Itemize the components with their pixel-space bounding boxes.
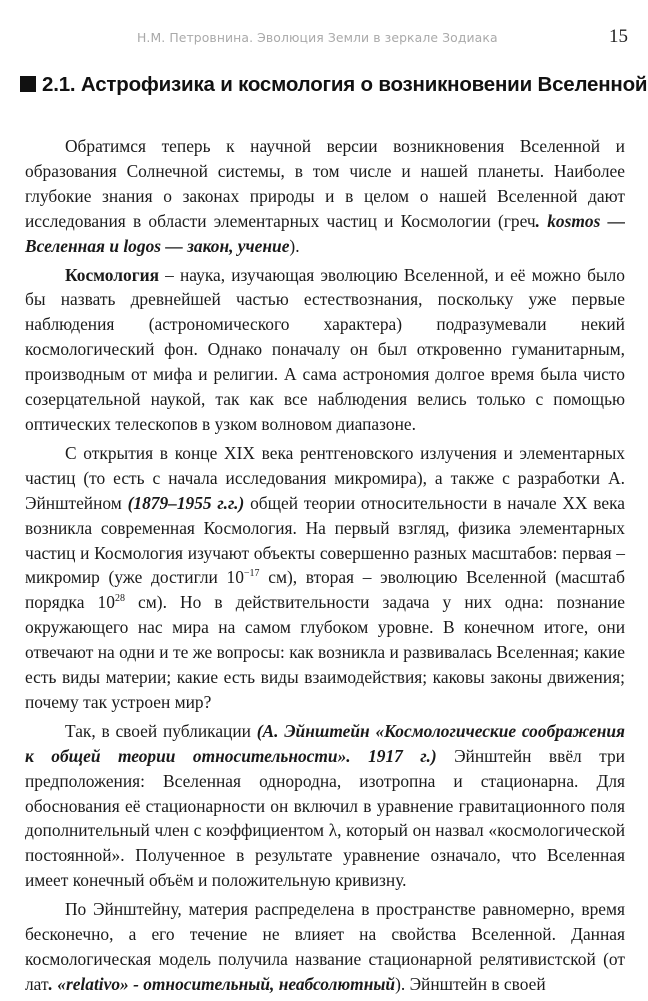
einstein-years: (1879–1955 г.г.) — [127, 492, 245, 513]
section-heading — [20, 70, 648, 100]
paragraph-3-text-a: С открытия в конце XIX века рентгеновского излучения и элементарных частиц (то есть с начала исследования микромира), а также с разработки А. Эйнштейном — [25, 442, 625, 513]
paragraph-4 — [25, 719, 625, 893]
etymology-kosmos-logos: . kosmos — Вселенная и logos — закон, учение — [25, 210, 625, 256]
exponent-micro: −17 — [243, 568, 260, 580]
exponent-universe: 28 — [114, 593, 125, 605]
body-text — [25, 134, 625, 1001]
section-heading-text: 2.1. Астрофизика и космология о возникновении Вселенной — [42, 73, 648, 96]
paragraph-1 — [25, 134, 625, 259]
paragraph-2 — [25, 263, 625, 437]
page-number: 15 — [609, 26, 628, 47]
paragraph-5 — [25, 897, 625, 997]
paragraph-3-text-b: общей теории относительности в начале XX века возникла современная Космология. На первый взгляд, физика элементарных частиц и Космология изучают объекты совершенно разных масштабов: первая – микромир (уже достигли 10 — [25, 492, 625, 588]
square-bullet-icon — [20, 76, 36, 92]
paragraph-3 — [25, 441, 625, 715]
paragraph-4-text-b: Эйнштейн ввёл три предположения: Вселенная однородна, изотропна и стационарна. Для обоснования её стационарности он включил в уравнение гравитационного поля дополнительный член с коэффициентом λ, который он назвал «космологической постоянной». Полученное в результате уравнение означало, что Вселенная имеет конечный объём и положительную кривизну. — [25, 745, 625, 891]
paragraph-5-end: ). Эйнштейн в своей — [395, 973, 546, 994]
paragraph-5-text: По Эйнштейну, материя распределена в пространстве равномерно, время бесконечно, а его течение не влияет на свойства Вселенной. Данная космологическая модель получила название стационарной релятивистской (от лат — [25, 899, 625, 994]
term-cosmology: Космология — [65, 264, 160, 285]
running-header — [0, 26, 648, 50]
etymology-relativo: . «relativo» - относительный, неабсолютный — [48, 973, 396, 994]
paragraph-1-end: ). — [289, 235, 300, 256]
paragraph-1-text: Обратимся теперь к научной версии возникновения Вселенной и образования Солнечной системы, в том числе и нашей планеты. Наиболее глубокие знания о законах природы и в целом о нашей Вселенной дают исследования в области элементарных частиц и Космологии (греч — [25, 136, 625, 231]
running-title: Н.М. Петровнина. Эволюция Земли в зеркале Зодиака — [137, 30, 498, 45]
einstein-citation: (А. Эйнштейн «Космологические соображения к общей теории относительности». 1917 г.) — [25, 720, 625, 766]
paragraph-3-text-c: см), вторая – эволюцию Вселенной (масштаб порядка 10 — [25, 567, 625, 613]
paragraph-4-text-a: Так, в своей публикации — [65, 720, 257, 741]
paragraph-2-text: – наука, изучающая эволюцию Вселенной, и её можно было бы назвать древнейшей частью естествознания, поскольку уже первые наблюдения (астрономического характера) подразумевали некий космологический фон. Однако поначалу он был откровенно гуманитарным, производным от мифа и религии. А сама астрономия долгое время была чисто созерцательной наукой, так как все наблюдения велись только с помощью оптических телескопов в узком волновом диапазоне. — [25, 264, 625, 434]
paragraph-3-text-d: см). Но в действительности задача у них одна: познание окружающего нас мира на самом глубоком уровне. В конечном итоге, они отвечают на одни и те же вопросы: как возникла и развивалась Вселенная; какие есть виды материи; какие есть виды взаимодействия; каковы законы движения; почему так устроен мир? — [25, 592, 626, 712]
